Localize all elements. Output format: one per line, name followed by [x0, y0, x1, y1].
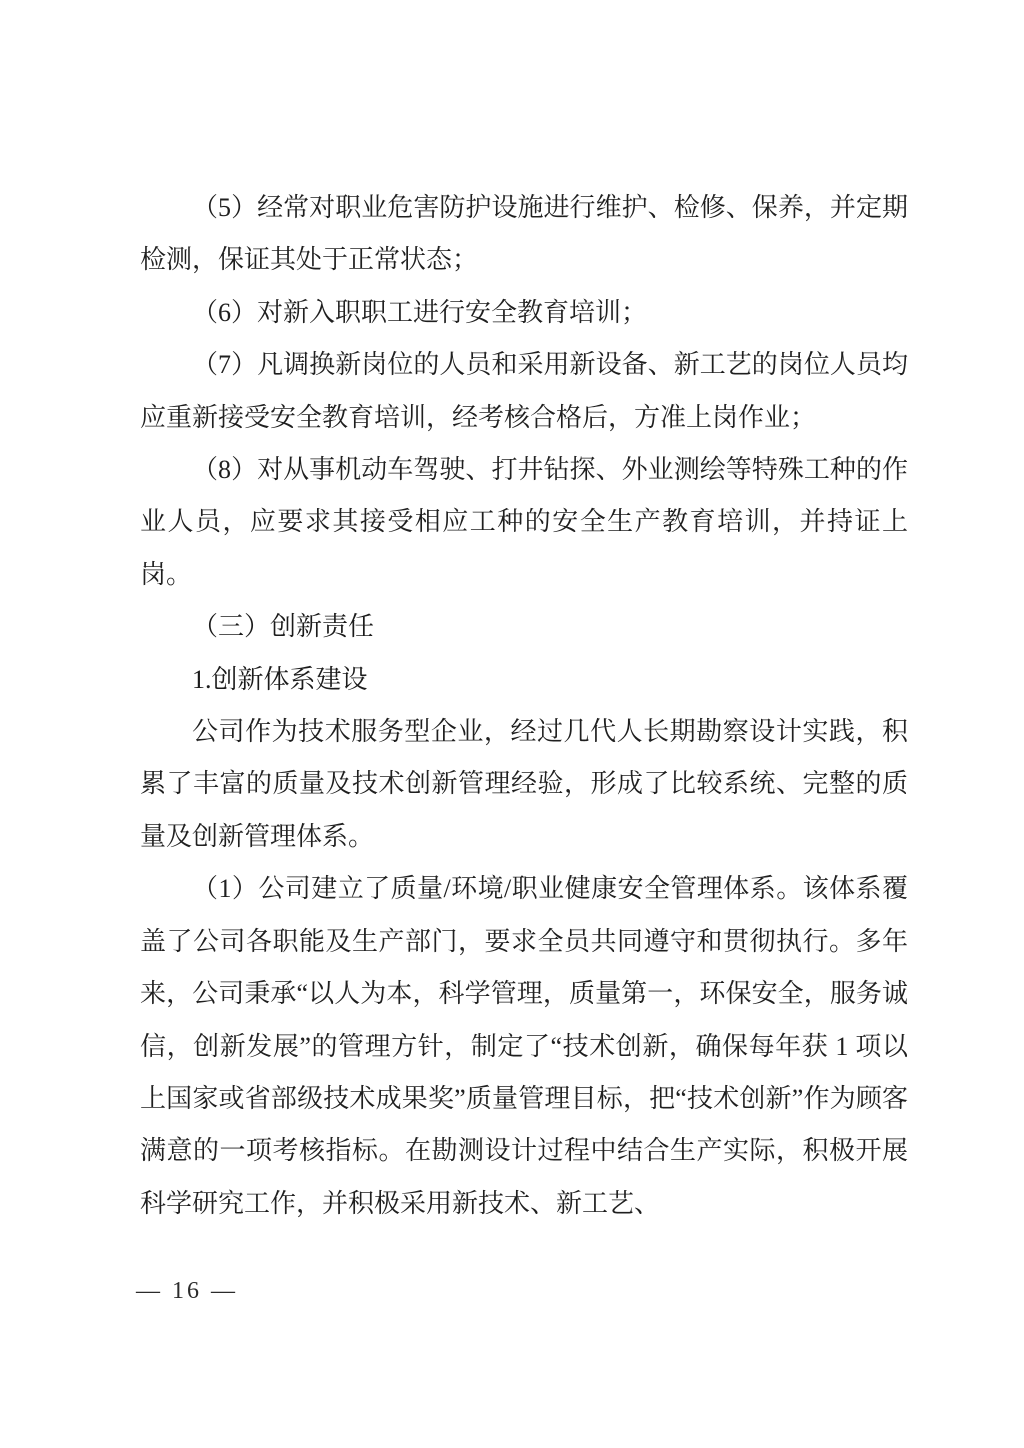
document-content: [140, 182, 908, 1230]
page-number: — 16 —: [136, 1278, 238, 1304]
section-heading-innovation-responsibility: （三）创新责任: [192, 612, 375, 642]
paragraph-item-6: （6）对新入职职工进行安全教育培训；: [192, 297, 648, 327]
paragraph-company-intro: 公司作为技术服务型企业，经过几代人长期勘察设计实践，积累了丰富的质量及技术创新管理经验，形成了比较系统、完整的质量及创新管理体系。: [140, 717, 908, 851]
subsection-heading-innovation-system: 1.创新体系建设: [192, 664, 368, 694]
paragraph-item-7: （7）凡调换新岗位的人员和采用新设备、新工艺的岗位人员均应重新接受安全教育培训，经考核合格后，方准上岗作业；: [140, 350, 908, 432]
paragraph-item-5: （5）经常对职业危害防护设施进行维护、检修、保养，并定期检测，保证其处于正常状态；: [140, 193, 908, 275]
paragraph-item-8: （8）对从事机动车驾驶、打井钻探、外业测绘等特殊工种的作业人员，应要求其接受相应工种的安全生产教育培训，并持证上岗。: [140, 455, 908, 589]
paragraph-quality-system: （1）公司建立了质量/环境/职业健康安全管理体系。该体系覆盖了公司各职能及生产部门，要求全员共同遵守和贯彻执行。多年来，公司秉承“以人为本，科学管理，质量第一，环保安全，服务诚信，创新发展”的管理方针，制定了“技术创新，确保每年获 1 项以上国家或省部级技术成果奖”质量管理目标，把“技术创新”作为顾客满意的一项考核指标。在勘测设计过程中结合生产实际，积极开展科学研究工作，并积极采用新技术、新工艺、: [140, 874, 908, 1218]
